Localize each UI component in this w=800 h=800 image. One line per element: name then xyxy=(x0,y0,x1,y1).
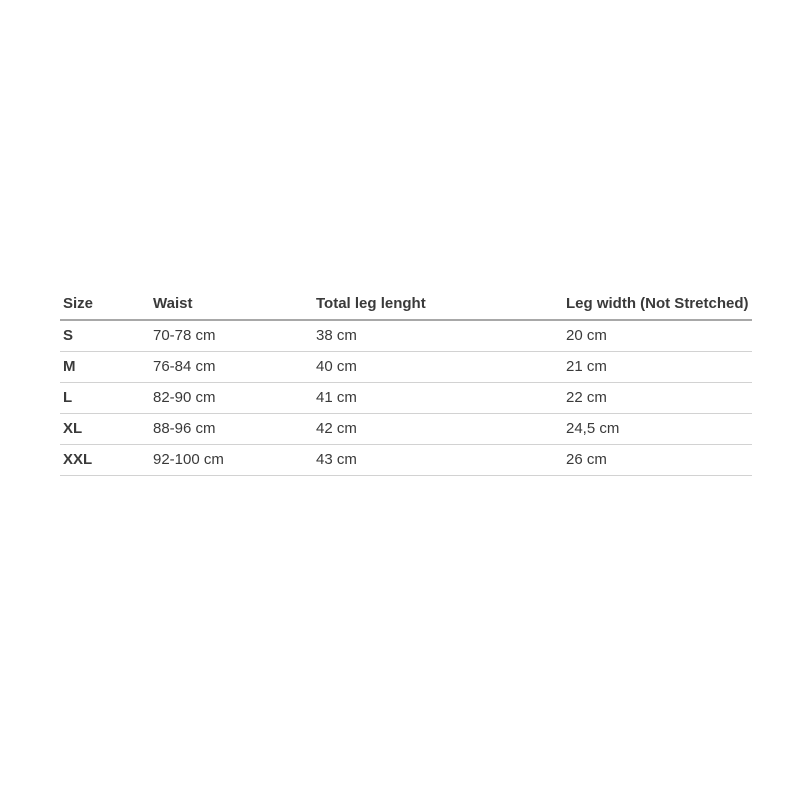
column-header-size: Size xyxy=(60,290,150,320)
cell-size: XXL xyxy=(60,444,150,475)
column-header-waist: Waist xyxy=(150,290,313,320)
cell-waist: 76-84 cm xyxy=(150,351,313,382)
cell-waist: 70-78 cm xyxy=(150,320,313,351)
cell-leg-length: 40 cm xyxy=(313,351,563,382)
column-header-leg-width: Leg width (Not Stretched) xyxy=(563,290,752,320)
cell-waist: 92-100 cm xyxy=(150,444,313,475)
cell-size: M xyxy=(60,351,150,382)
table-row xyxy=(60,444,752,475)
cell-leg-length: 38 cm xyxy=(313,320,563,351)
cell-leg-width: 20 cm xyxy=(563,320,752,351)
cell-size: XL xyxy=(60,413,150,444)
table-row xyxy=(60,382,752,413)
size-chart xyxy=(60,290,752,476)
column-header-leg-length: Total leg lenght xyxy=(313,290,563,320)
cell-waist: 88-96 cm xyxy=(150,413,313,444)
cell-leg-width: 21 cm xyxy=(563,351,752,382)
table-row xyxy=(60,351,752,382)
cell-size: S xyxy=(60,320,150,351)
cell-leg-length: 42 cm xyxy=(313,413,563,444)
cell-size: L xyxy=(60,382,150,413)
cell-waist: 82-90 cm xyxy=(150,382,313,413)
table-header-row xyxy=(60,290,752,320)
cell-leg-length: 43 cm xyxy=(313,444,563,475)
cell-leg-width: 22 cm xyxy=(563,382,752,413)
cell-leg-length: 41 cm xyxy=(313,382,563,413)
table-row xyxy=(60,413,752,444)
size-chart-table xyxy=(60,290,752,476)
table-row xyxy=(60,320,752,351)
cell-leg-width: 24,5 cm xyxy=(563,413,752,444)
cell-leg-width: 26 cm xyxy=(563,444,752,475)
